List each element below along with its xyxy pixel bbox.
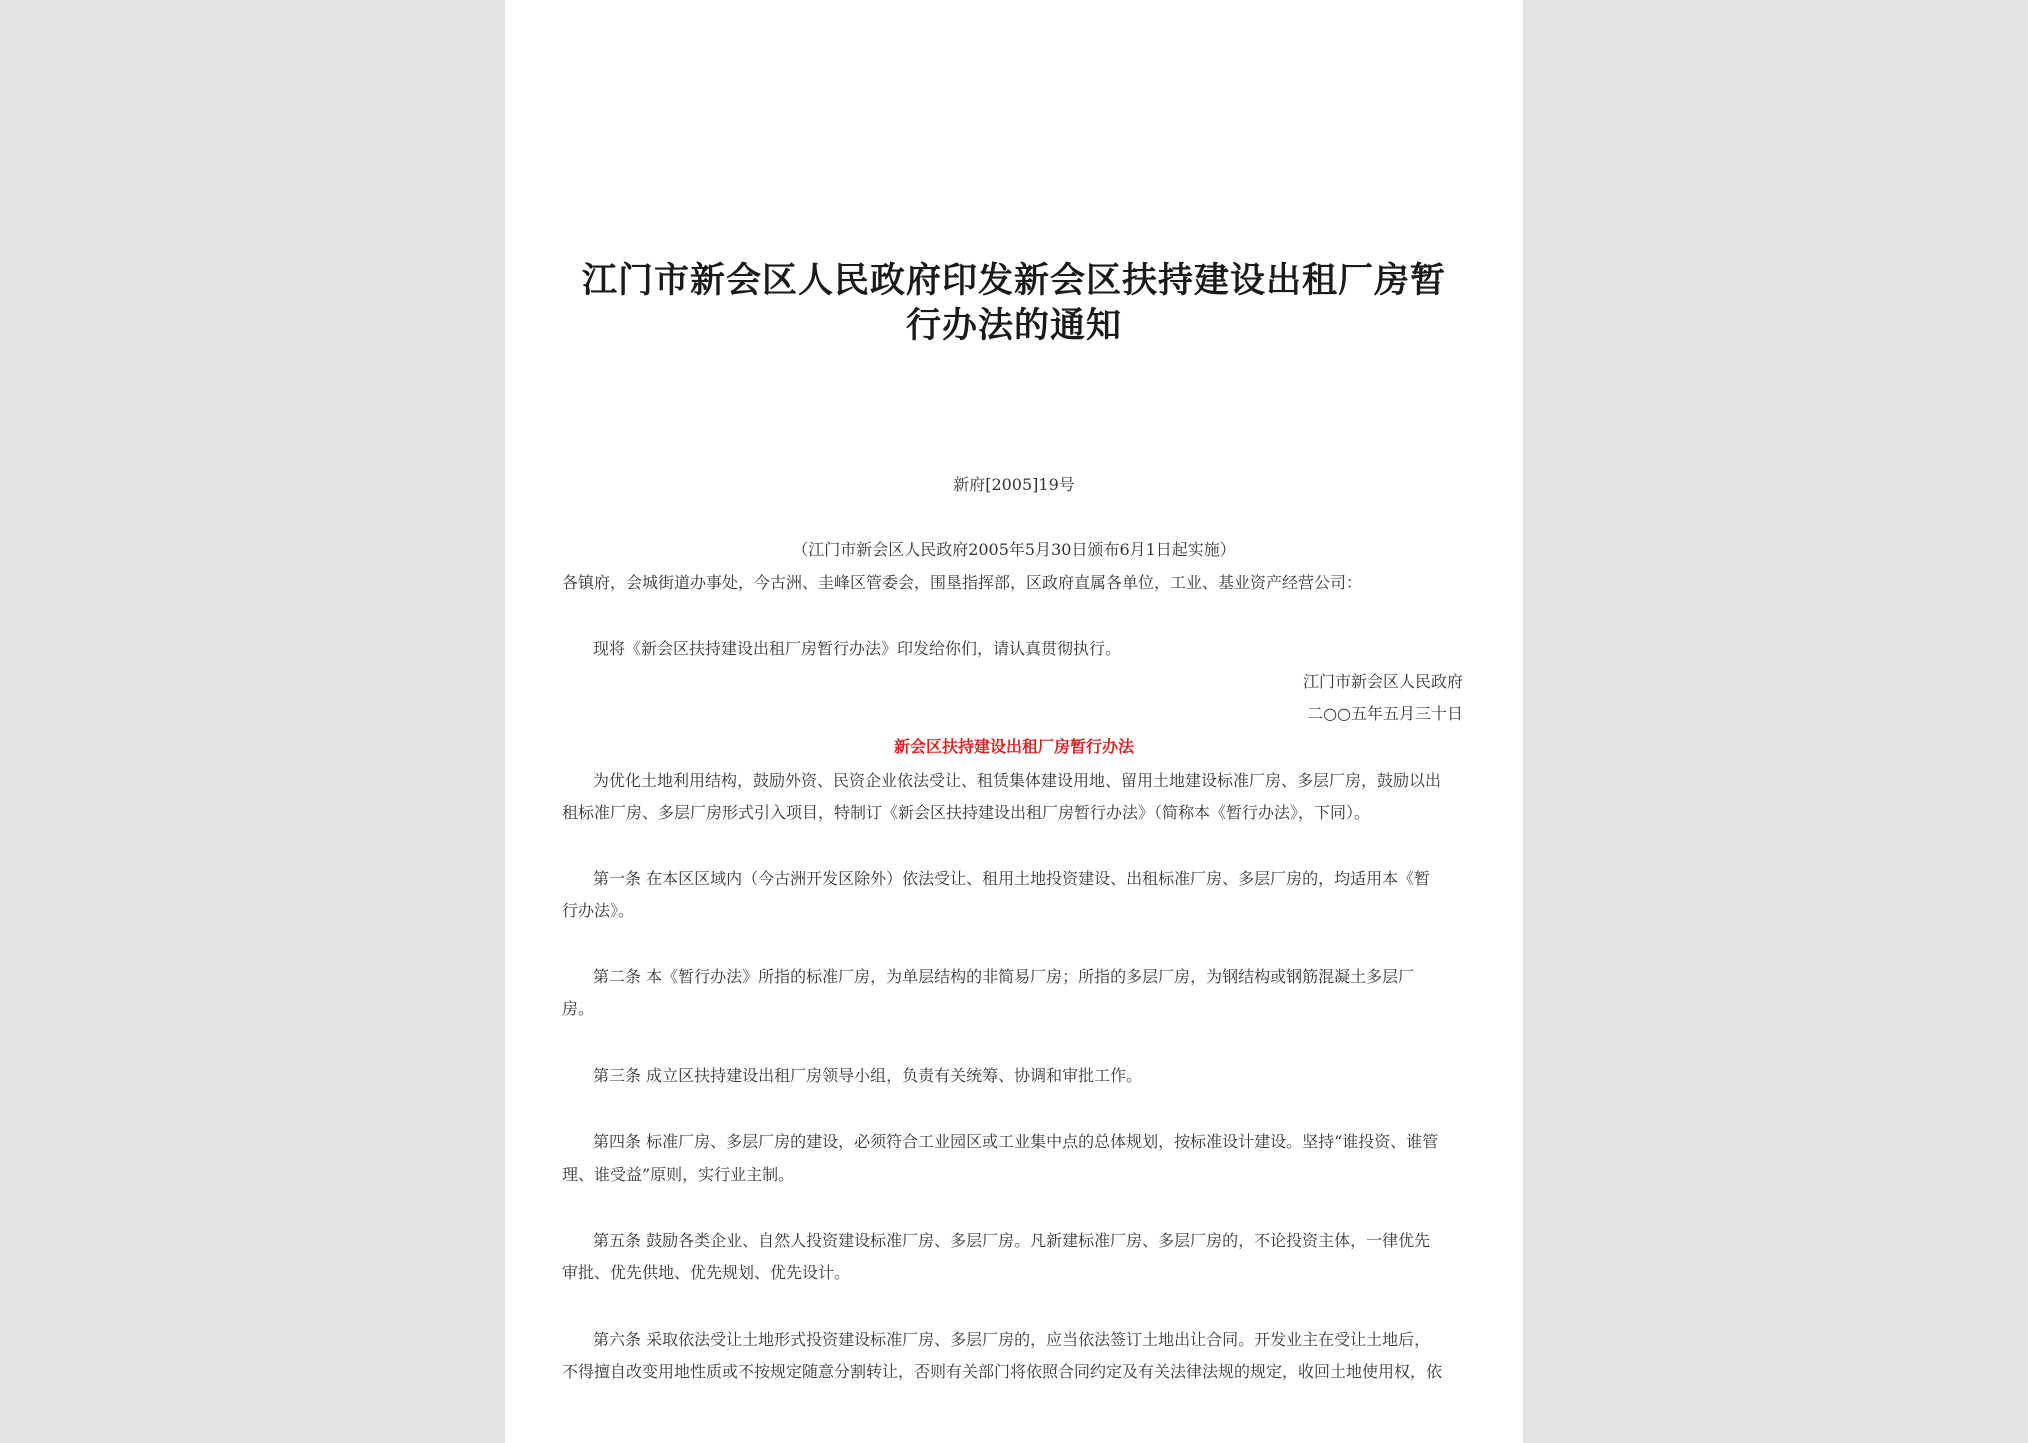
document-page bbox=[505, 0, 1523, 1443]
preamble-line-2: 租标准厂房、多层厂房形式引入项目，特制订《新会区扶持建设出租厂房暂行办法》（简称本《暂行办法》，下同）。 bbox=[562, 803, 1371, 822]
issue-date: 二○○五年五月三十日 bbox=[1307, 704, 1463, 723]
article-4-line-1: 第四条 标准厂房、多层厂房的建设，必须符合工业园区或工业集中点的总体规划，按标准设计建设。坚持“谁投资、谁管 bbox=[593, 1132, 1439, 1151]
article-6-line-2: 不得擅自改变用地性质或不按规定随意分割转让，否则有关部门将依照合同约定及有关法律法规的规定，收回土地使用权，依 bbox=[562, 1362, 1443, 1381]
document-number: 新府[2005]19号 bbox=[953, 475, 1075, 494]
signature: 江门市新会区人民政府 bbox=[1302, 672, 1463, 691]
article-1-line-1: 第一条 在本区区域内（今古洲开发区除外）依法受让、租用土地投资建设、出租标准厂房、多层厂房的，均适用本《暂 bbox=[593, 869, 1431, 888]
article-6-line-1: 第六条 采取依法受让土地形式投资建设标准厂房、多层厂房的，应当依法签订土地出让合同。开发业主在受让土地后， bbox=[593, 1330, 1431, 1349]
title-line-2: 行办法的通知 bbox=[905, 305, 1122, 346]
article-3-line-1: 第三条 成立区扶持建设出租厂房领导小组，负责有关统筹、协调和审批工作。 bbox=[593, 1066, 1143, 1085]
notice-text: 现将《新会区扶持建设出租厂房暂行办法》印发给你们，请认真贯彻执行。 bbox=[593, 639, 1122, 658]
article-2-line-1: 第二条 本《暂行办法》所指的标准厂房，为单层结构的非简易厂房；所指的多层厂房，为钢结构或钢筋混凝土多层厂 bbox=[593, 967, 1415, 986]
preamble-line-1: 为优化土地利用结构，鼓励外资、民资企业依法受让、租赁集体建设用地、留用土地建设标准厂房、多层厂房，鼓励以出 bbox=[593, 771, 1442, 790]
article-5-line-1: 第五条 鼓励各类企业、自然人投资建设标准厂房、多层厂房。凡新建标准厂房、多层厂房的，不论投资主体，一律优先 bbox=[593, 1231, 1431, 1250]
article-5-line-2: 审批、优先供地、优先规划、优先设计。 bbox=[562, 1263, 851, 1282]
article-4-line-2: 理、谁受益”原则，实行业主制。 bbox=[562, 1165, 795, 1184]
article-1-line-2: 行办法》。 bbox=[562, 901, 635, 920]
article-2-line-2: 房。 bbox=[562, 999, 595, 1018]
addressees: 各镇府，会城街道办事处，今古洲、圭峰区管委会，围垦指挥部，区政府直属各单位，工业、基业资产经营公司： bbox=[562, 573, 1363, 592]
measure-title: 新会区扶持建设出租厂房暂行办法 bbox=[893, 737, 1134, 756]
title-line-1: 江门市新会区人民政府印发新会区扶持建设出租厂房暂 bbox=[581, 260, 1446, 301]
issue-note: （江门市新会区人民政府2005年5月30日颁布6月1日起实施） bbox=[792, 540, 1236, 559]
document-title bbox=[565, 258, 1463, 348]
